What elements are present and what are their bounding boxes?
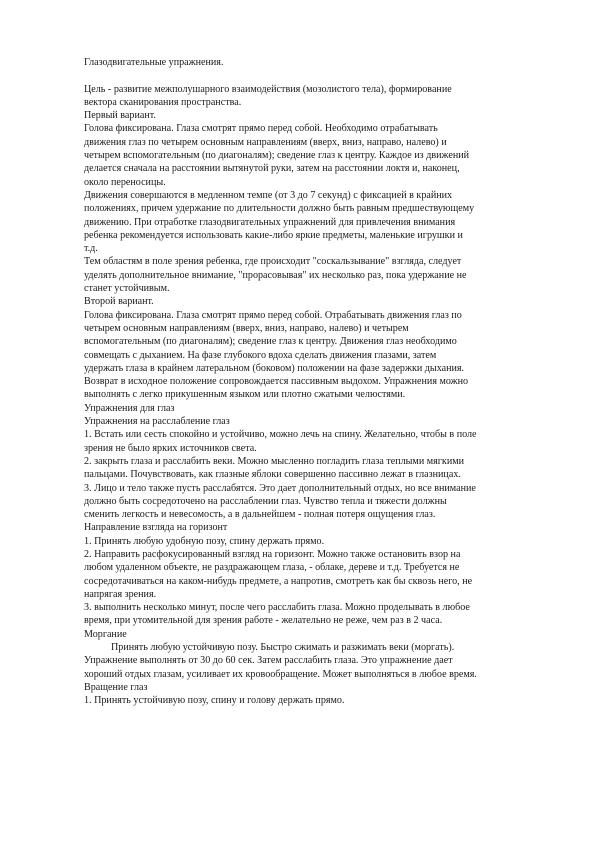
text-line: 2. закрыть глаза и расслабить веки. Можно мысленно погладить глаза теплыми мягкими [84,455,465,467]
text-line: ребенка рекомендуется использовать какие-либо яркие предметы, маленькие игрушки и [84,229,463,241]
text-line: Возврат в исходное положение сопровождается пассивным выдохом. Упражнения можно [84,376,469,388]
text-line: любом удаленном объекте, не раздражающем глаза, - облаке, дереве и т.д. Требуется не [84,562,460,574]
text-line: хороший отдых глазам, усиливает их кровообращение. Может выполняться в любое время. [84,668,477,680]
text-line: четырем основным направлениям (вверх, вниз, направо, налево) и четырем [84,322,409,334]
text-line: вспомогательным (по диагоналям); сведение глаз к центру. Движения глаз необходимо [84,336,457,348]
text-line: вектора сканирования пространства. [84,96,242,108]
text-line: 1. Принять любую удобную позу, спину держать прямо. [84,535,325,547]
section-heading: Моргание [84,628,127,640]
text-line: положениях, причем удержание по длительности должно быть равным предшествующему [84,203,475,215]
blank-line [84,69,529,82]
document-title: Глазодвигательные упражнения. [84,57,224,68]
section-heading: Упражнения на расслабление глаз [84,416,230,428]
text-line: Тем областям в поле зрения ребенка, где происходит "соскальзывание" взгляда, следует [84,256,462,268]
text-line: 2. Направить расфокусированный взгляд на горизонт. Можно также остановить взор на [84,548,461,560]
text-line: должно быть сосредоточено на расслаблении глаз. Чувство тепла и тяжести должны [84,495,447,507]
text-line: движения глаз по четырем основным направлениям (вверх, вниз, направо, налево) и [84,136,447,148]
text-line: время, при утомительной для зрения работе - желательно не реже, чем раз в 2 часа. [84,615,443,627]
text-line: зрения не было ярких источников света. [84,442,257,454]
section-heading: Второй вариант. [84,296,154,308]
text-line: Голова фиксирована. Глаза смотрят прямо перед собой. Необходимо отрабатывать [84,123,438,135]
text-line: напрягая зрения. [84,588,157,600]
text-line: уделять дополнительное внимание, "прорасовывая" их несколько раз, пока удержание не [84,269,467,281]
text-line: Движения совершаются в медленном темпе (от 3 до 7 секунд) с фиксацией в крайних [84,189,453,201]
text-line: пальцами. Почувствовать, как глазные яблоки совершенно пассивно лежат в глазницах. [84,469,461,481]
text-line: 1. Принять устойчивую позу, спину и голову держать прямо. [84,695,345,707]
section-heading: Упражнения для глаз [84,402,175,414]
text-line: 3. Лицо и тело также пусть расслабятся. Это дает дополнительный отдых, но все внимание [84,482,476,494]
text-line: т.д. [84,243,98,255]
text-line: около переносицы. [84,176,166,188]
text-line: сосредотачиваться на каком-нибудь предмете, а напротив, смотреть как бы сквозь него, не [84,575,473,587]
text-line: Цель - развитие межполушарного взаимодействия (мозолистого тела), формирование [84,83,452,95]
text-line: четырем вспомогательным (по диагоналям); сведение глаз к центру. Каждое из движений [84,150,470,162]
text-line: Голова фиксирована. Глаза смотрят прямо перед собой. Отрабатывать движения глаз по [84,309,462,321]
text-line: Принять любую устойчивую позу. Быстро сжимать и разжимать веки (моргать). [111,642,455,654]
section-heading: Вращение глаз [84,681,148,693]
text-line: станет устойчивым. [84,283,170,295]
text-line: делается сначала на расстоянии вытянутой руки, затем на расстоянии локтя и, наконец, [84,163,460,175]
section-heading: Первый вариант. [84,110,156,122]
text-line: 1. Встать или сесть спокойно и устойчиво, можно лечь на спину. Желательно, чтобы в поле [84,429,477,441]
text-line: сменить легкость и невесомость, а в дальнейшем - полная потеря ощущения глаз. [84,509,436,521]
text-line: совмещать с дыханием. На фазе глубокого вдоха сделать движения глазами, затем [84,349,437,361]
section-heading: Направление взгляда на горизонт [84,522,228,534]
text-line: движению. При отработке глазодвигательных упражнений для привлечения внимания [84,216,456,228]
text-line: выполнять с легко прикушенным языком или плотно сжатыми челюстями. [84,389,406,401]
text-line: удержать глаза в крайнем латеральном (боковом) положении на фазе задержки дыхания. [84,362,465,374]
document-page [84,56,529,708]
text-line: 3. выполнить несколько минут, после чего расслабить глаза. Можно проделывать в любое [84,602,470,614]
text-line: Упражнение выполнять от 30 до 60 сек. Затем расслабить глаза. Это упражнение дает [84,655,453,667]
